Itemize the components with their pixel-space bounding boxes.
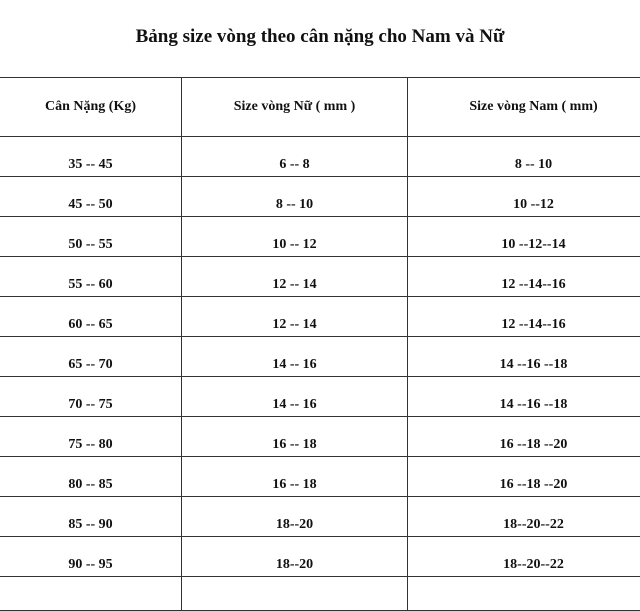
table-row xyxy=(0,537,640,577)
cell-female-size: 18--20 xyxy=(182,497,408,537)
cell-male-size: 14 --16 --18 xyxy=(408,377,640,417)
cell-male-size: 18--20--22 xyxy=(408,497,640,537)
cell-female-size: 16 -- 18 xyxy=(182,457,408,497)
table-row xyxy=(0,417,640,457)
cell-male-size: 12 --14--16 xyxy=(408,297,640,337)
table-header-row xyxy=(0,78,640,137)
cell-empty xyxy=(182,577,408,611)
cell-male-size: 12 --14--16 xyxy=(408,257,640,297)
table-row xyxy=(0,377,640,417)
cell-weight: 50 -- 55 xyxy=(0,217,182,257)
cell-male-size: 16 --18 --20 xyxy=(408,457,640,497)
table-row-empty xyxy=(0,577,640,611)
cell-female-size: 14 -- 16 xyxy=(182,377,408,417)
table-row xyxy=(0,457,640,497)
cell-weight: 35 -- 45 xyxy=(0,137,182,177)
table-row xyxy=(0,337,640,377)
cell-weight: 80 -- 85 xyxy=(0,457,182,497)
cell-weight: 85 -- 90 xyxy=(0,497,182,537)
cell-weight: 45 -- 50 xyxy=(0,177,182,217)
cell-weight: 55 -- 60 xyxy=(0,257,182,297)
page-title: Bảng size vòng theo cân nặng cho Nam và Nữ xyxy=(0,26,640,48)
cell-female-size: 18--20 xyxy=(182,537,408,577)
cell-empty xyxy=(408,577,640,611)
cell-weight: 70 -- 75 xyxy=(0,377,182,417)
cell-female-size: 6 -- 8 xyxy=(182,137,408,177)
cell-female-size: 16 -- 18 xyxy=(182,417,408,457)
table-row xyxy=(0,217,640,257)
header-male-size: Size vòng Nam ( mm) xyxy=(408,78,640,137)
table-row xyxy=(0,137,640,177)
table-row xyxy=(0,257,640,297)
cell-male-size: 14 --16 --18 xyxy=(408,337,640,377)
size-table xyxy=(0,77,640,611)
cell-male-size: 18--20--22 xyxy=(408,537,640,577)
header-weight: Cân Nặng (Kg) xyxy=(0,78,182,137)
cell-weight: 60 -- 65 xyxy=(0,297,182,337)
cell-male-size: 8 -- 10 xyxy=(408,137,640,177)
table-row xyxy=(0,497,640,537)
cell-weight: 90 -- 95 xyxy=(0,537,182,577)
table-row xyxy=(0,177,640,217)
cell-male-size: 10 --12--14 xyxy=(408,217,640,257)
cell-empty xyxy=(0,577,182,611)
cell-male-size: 16 --18 --20 xyxy=(408,417,640,457)
cell-weight: 75 -- 80 xyxy=(0,417,182,457)
cell-female-size: 10 -- 12 xyxy=(182,217,408,257)
cell-male-size: 10 --12 xyxy=(408,177,640,217)
cell-weight: 65 -- 70 xyxy=(0,337,182,377)
cell-female-size: 12 -- 14 xyxy=(182,257,408,297)
cell-female-size: 8 -- 10 xyxy=(182,177,408,217)
cell-female-size: 14 -- 16 xyxy=(182,337,408,377)
cell-female-size: 12 -- 14 xyxy=(182,297,408,337)
header-female-size: Size vòng Nữ ( mm ) xyxy=(182,78,408,137)
table-row xyxy=(0,297,640,337)
